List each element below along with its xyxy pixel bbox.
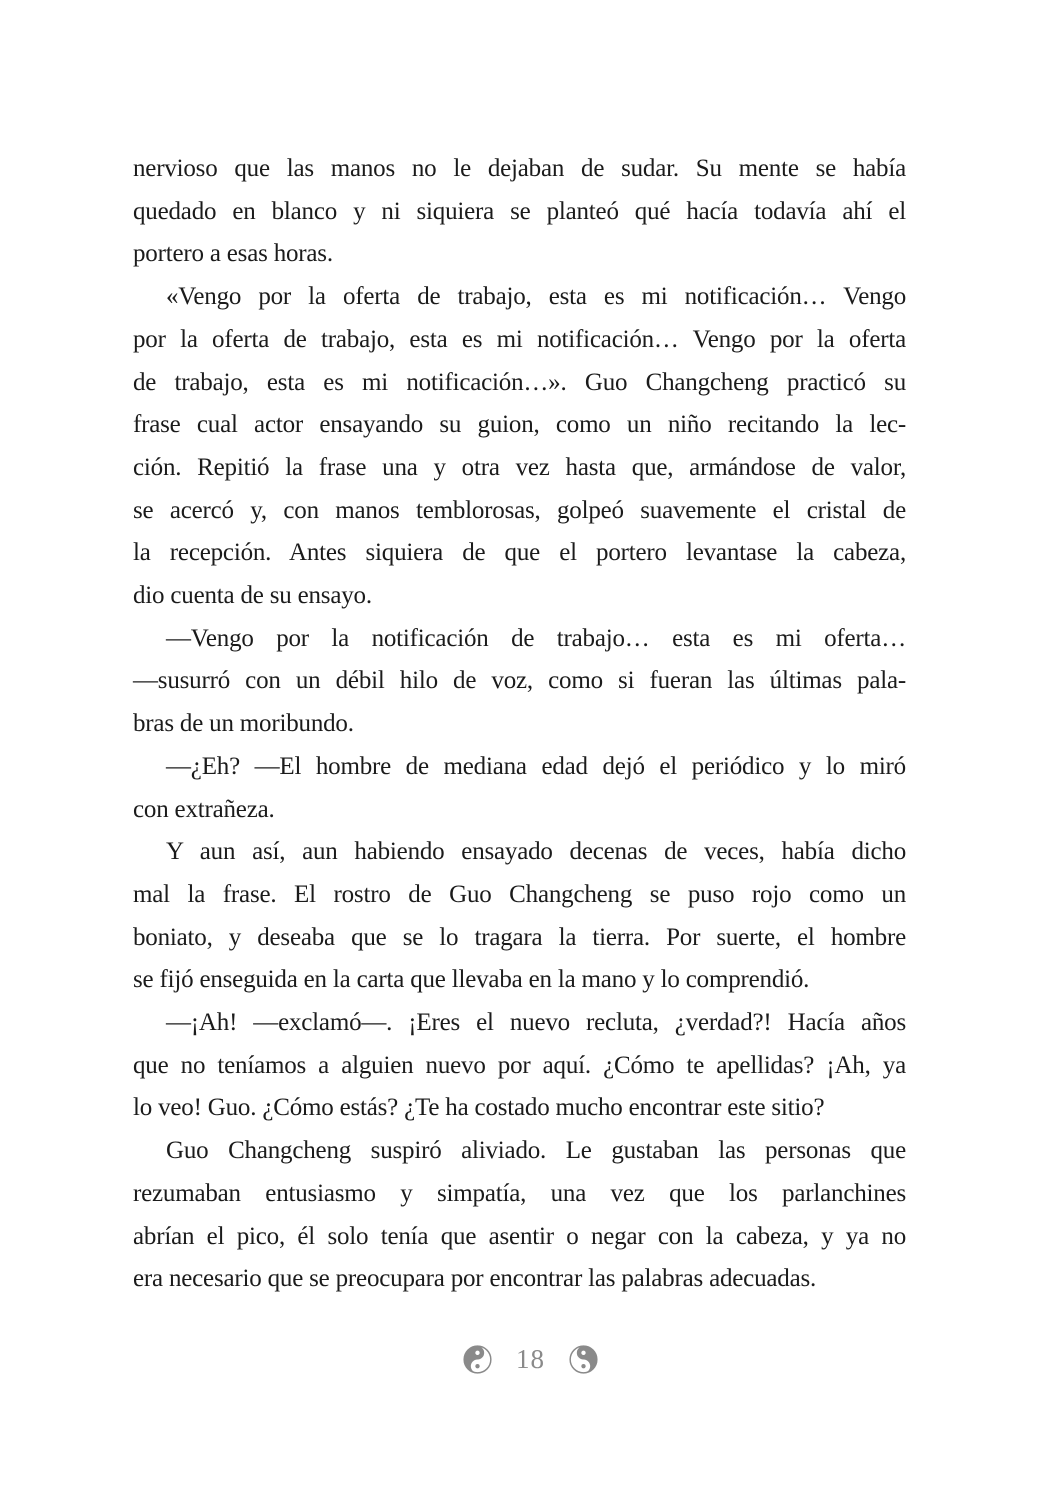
text-line: era necesario que se preocupara por encontrar las palabras adecuadas.: [133, 1265, 817, 1293]
page-text: [133, 148, 906, 1301]
text-line: se acercó y, con manos temblorosas, golpeó suavemente el cristal de: [133, 496, 906, 524]
page-number: 18: [516, 1344, 545, 1374]
text-line: la recepción. Antes siquiera de que el portero levantase la cabeza,: [133, 539, 906, 567]
text-line: frase cual actor ensayando su guion, como un niño recitando la lec-: [133, 411, 906, 439]
text-line: dio cuenta de su ensayo.: [133, 582, 372, 610]
yinyang-right-icon: [569, 1345, 598, 1374]
text-line: que no teníamos a alguien nuevo por aquí. ¿Cómo te apellidas? ¡Ah, ya: [133, 1051, 906, 1079]
text-line: con extrañeza.: [133, 795, 275, 823]
text-line: se fijó enseguida en la carta que llevaba en la mano y lo comprendió.: [133, 966, 810, 994]
text-line: mal la frase. El rostro de Guo Changcheng se puso rojo como un: [133, 880, 906, 908]
paragraph: [133, 746, 906, 831]
text-line: por la oferta de trabajo, esta es mi notificación… Vengo por la oferta: [133, 325, 906, 353]
paragraph: [133, 1002, 906, 1130]
text-line: abrían el pico, él solo tenía que asentir o negar con la cabeza, y ya no: [133, 1222, 906, 1250]
text-line: —¿Eh? —El hombre de mediana edad dejó el periódico y lo miró: [166, 752, 906, 780]
paragraph: [133, 148, 906, 276]
page-footer: [0, 1344, 1061, 1375]
text-line: «Vengo por la oferta de trabajo, esta es mi notificación… Vengo: [166, 283, 906, 311]
yinyang-left-icon: [463, 1345, 492, 1374]
text-line: de trabajo, esta es mi notificación…». Guo Changcheng practicó su: [133, 368, 906, 396]
text-line: Y aun así, aun habiendo ensayado decenas de veces, había dicho: [166, 838, 906, 866]
text-line: nervioso que las manos no le dejaban de sudar. Su mente se había: [133, 155, 906, 182]
text-line: lo veo! Guo. ¿Cómo estás? ¿Te ha costado mucho encontrar este sitio?: [133, 1094, 825, 1122]
paragraph: [133, 831, 906, 1002]
text-line: rezumaban entusiasmo y simpatía, una vez que los parlanchines: [133, 1179, 906, 1207]
text-line: bras de un moribundo.: [133, 710, 354, 738]
text-line: boniato, y deseaba que se lo tragara la tierra. Por suerte, el hombre: [133, 923, 906, 951]
paragraph: [133, 1130, 906, 1301]
paragraph: [133, 618, 906, 746]
text-line: Guo Changcheng suspiró aliviado. Le gustaban las personas que: [166, 1137, 906, 1165]
paragraph: [133, 276, 906, 618]
text-line: portero a esas horas.: [133, 240, 333, 268]
text-line: —¡Ah! —exclamó—. ¡Eres el nuevo recluta, ¿verdad?! Hacía años: [166, 1009, 906, 1037]
text-line: quedado en blanco y ni siquiera se planteó qué hacía todavía ahí el: [133, 197, 906, 225]
text-line: ción. Repitió la frase una y otra vez hasta que, armándose de valor,: [133, 453, 906, 481]
text-line: —Vengo por la notificación de trabajo… esta es mi oferta…: [166, 624, 906, 652]
text-line: —susurró con un débil hilo de voz, como si fueran las últimas pala-: [133, 667, 906, 695]
